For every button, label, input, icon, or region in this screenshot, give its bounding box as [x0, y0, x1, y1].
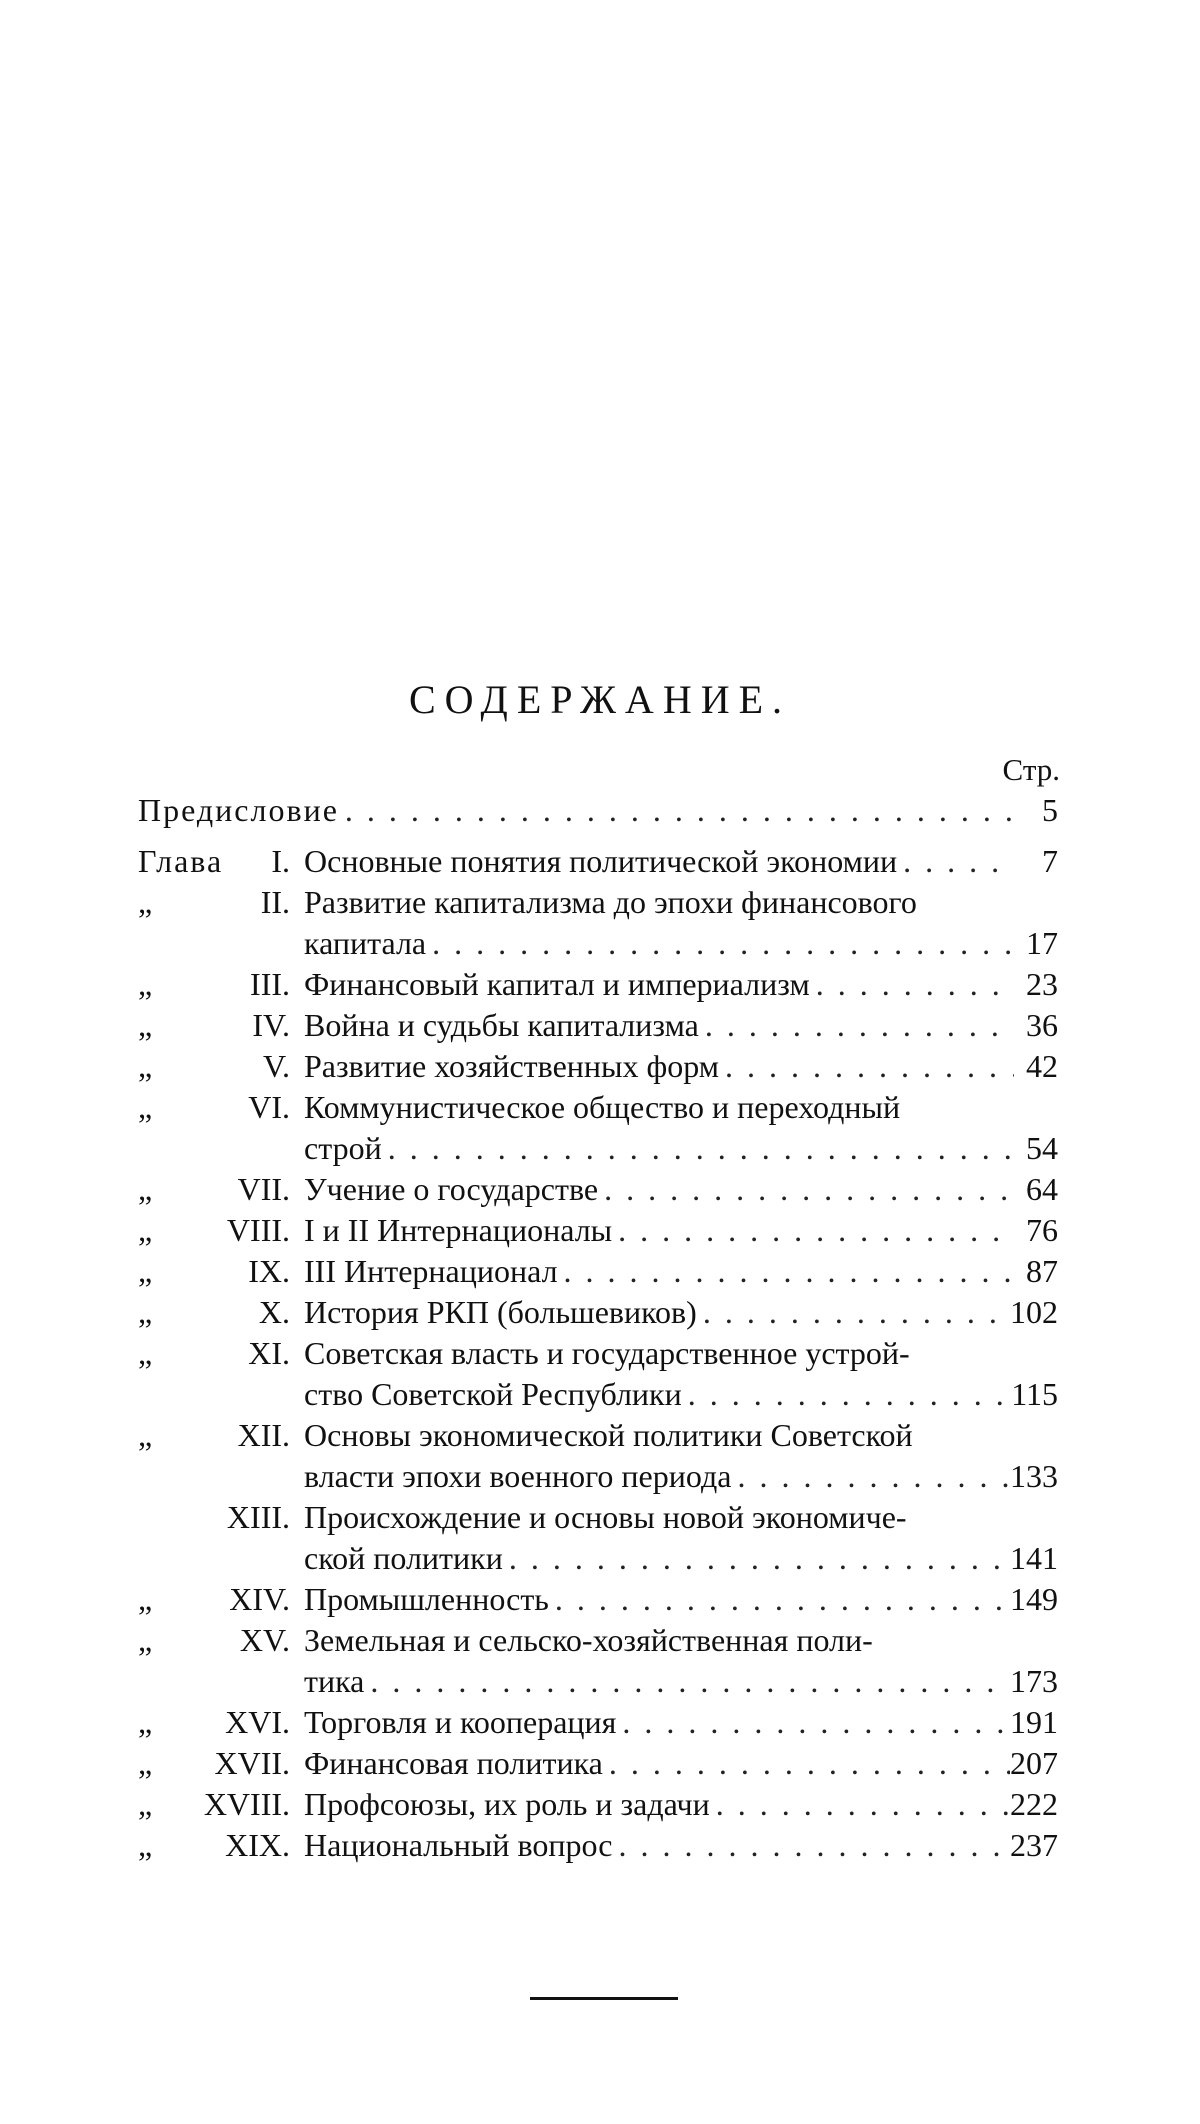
toc-entry-title: Торговля и кооперация [304, 1704, 617, 1740]
toc-entry[interactable] [138, 1333, 1058, 1415]
leader-dots [719, 1046, 1014, 1087]
leader-dots [503, 1538, 1010, 1579]
toc-entry[interactable] [138, 1169, 1058, 1210]
ditto-mark: „ [138, 1417, 153, 1453]
toc-entry[interactable] [138, 1046, 1058, 1087]
leader-dots [549, 1579, 1010, 1620]
leader-dots [731, 1456, 1010, 1497]
toc-entry-title: тика [304, 1663, 365, 1699]
ditto-mark: „ [138, 1089, 153, 1125]
leader-dots [682, 1374, 1011, 1415]
ditto-mark: „ [138, 1827, 153, 1863]
chapter-number: IX. [248, 1253, 290, 1289]
chapter-number: XII. [237, 1417, 290, 1453]
chapter-number: XIX. [225, 1827, 290, 1863]
leader-dots [382, 1128, 1014, 1169]
ditto-mark: „ [138, 1335, 153, 1371]
ditto-mark: „ [138, 1622, 153, 1658]
toc-page-number: 42 [1026, 1048, 1058, 1084]
toc-entry[interactable] [138, 1579, 1058, 1620]
toc-page-number: 237 [1010, 1827, 1058, 1863]
closing-rule [530, 1997, 678, 2000]
toc-entry[interactable] [138, 882, 1058, 964]
chapter-number: XV. [239, 1622, 290, 1658]
ditto-mark: „ [138, 966, 153, 1002]
toc-entry-title: Финансовый капитал и империализм [304, 966, 810, 1002]
leader-dots [558, 1251, 1014, 1292]
chapter-number: III. [250, 966, 290, 1002]
toc-page-number: 222 [1010, 1786, 1058, 1822]
toc-entry-title: Развитие хозяйственных форм [304, 1048, 720, 1084]
toc-page-number: 5 [1042, 792, 1058, 828]
toc-entry-title: строй [304, 1130, 382, 1166]
leader-dots [364, 1661, 1010, 1702]
chapter-number: V. [263, 1048, 290, 1084]
chapter-number: XVII. [214, 1745, 290, 1781]
toc-entry-title: История РКП (большевиков) [304, 1294, 697, 1330]
toc-entry-title: власти эпохи военного периода [304, 1458, 732, 1494]
toc-entry-title: капитала [304, 925, 427, 961]
ditto-mark: „ [138, 1745, 153, 1781]
toc-page-number: 173 [1010, 1663, 1058, 1699]
toc-entry-title: I и II Интернационалы [304, 1212, 613, 1248]
toc-entry[interactable] [138, 1784, 1058, 1825]
toc-entry[interactable] [138, 1210, 1058, 1251]
chapter-word: Глава [138, 843, 224, 879]
chapter-number: VII. [237, 1171, 290, 1207]
leader-dots [598, 1169, 1014, 1210]
toc-page-number: 54 [1026, 1130, 1058, 1166]
toc-entry[interactable] [138, 1825, 1058, 1866]
toc-entry[interactable] [138, 841, 1058, 882]
toc-entry-title: Основы экономической политики Советской [304, 1417, 913, 1453]
toc-entry[interactable] [138, 1743, 1058, 1784]
toc-entry-title: Промышленность [304, 1581, 549, 1617]
chapter-number: XIV. [229, 1581, 290, 1617]
toc-entry-title: Предисловие [138, 792, 339, 828]
toc-entry[interactable] [138, 1005, 1058, 1046]
leader-dots [699, 1005, 1014, 1046]
chapter-number: I. [271, 843, 290, 879]
toc-entry-title: Коммунистическое общество и переходный [304, 1089, 901, 1125]
ditto-mark: „ [138, 1294, 153, 1330]
toc-entry-title: Война и судьбы капитализма [304, 1007, 699, 1043]
toc-entry-title: Советская власть и государственное устрой- [304, 1335, 910, 1371]
toc-entry[interactable] [138, 1702, 1058, 1743]
toc-page-number: 76 [1026, 1212, 1058, 1248]
ditto-mark: „ [138, 1581, 153, 1617]
toc-entry-title: Учение о государстве [304, 1171, 599, 1207]
toc-entry[interactable] [138, 1415, 1058, 1497]
chapter-number: XI. [248, 1335, 290, 1371]
toc-entry-title: Национальный вопрос [304, 1827, 613, 1863]
leader-dots [613, 1825, 1011, 1866]
toc-entry[interactable] [138, 1292, 1058, 1333]
ditto-mark: „ [138, 1786, 153, 1822]
toc-entry-title: Профсоюзы, их роль и задачи [304, 1786, 710, 1822]
toc-entry[interactable] [138, 1251, 1058, 1292]
toc-page-number: 141 [1010, 1540, 1058, 1576]
toc-entry[interactable] [138, 1620, 1058, 1702]
chapter-number: XVIII. [203, 1786, 290, 1822]
leader-dots [603, 1743, 1010, 1784]
leader-dots [426, 923, 1014, 964]
leader-dots [710, 1784, 1010, 1825]
ditto-mark: „ [138, 1171, 153, 1207]
ditto-mark: „ [138, 1212, 153, 1248]
toc-entry-title: Финансовая политика [304, 1745, 603, 1781]
leader-dots [810, 964, 1014, 1005]
ditto-mark: „ [138, 1007, 153, 1043]
toc-entry[interactable] [138, 1497, 1058, 1579]
leader-dots [339, 790, 1014, 831]
toc-page-number: 115 [1011, 1376, 1058, 1412]
chapter-number: IV. [252, 1007, 290, 1043]
chapter-number: X. [258, 1294, 290, 1330]
ditto-mark: „ [138, 1253, 153, 1289]
toc-entry-title: ство Советской Республики [304, 1376, 682, 1412]
toc-page-number: 207 [1010, 1745, 1058, 1781]
table-of-contents [138, 790, 1058, 1866]
toc-entry-title: III Интернационал [304, 1253, 558, 1289]
toc-page-number: 23 [1026, 966, 1058, 1002]
toc-page-number: 102 [1010, 1294, 1058, 1330]
leader-dots [612, 1210, 1014, 1251]
toc-entry-preface[interactable] [138, 790, 1058, 831]
toc-entry-title: Происхождение и основы новой экономиче- [304, 1499, 907, 1535]
ditto-mark: „ [138, 884, 153, 920]
toc-page-number: 64 [1026, 1171, 1058, 1207]
toc-entry-title: Развитие капитализма до эпохи финансового [304, 884, 917, 920]
toc-entry[interactable] [138, 964, 1058, 1005]
toc-page-number: 191 [1010, 1704, 1058, 1740]
toc-page-number: 36 [1026, 1007, 1058, 1043]
toc-page-number: 149 [1010, 1581, 1058, 1617]
toc-entry[interactable] [138, 1087, 1058, 1169]
leader-dots [616, 1702, 1010, 1743]
chapter-number: VI. [248, 1089, 290, 1125]
toc-entry-title: Земельная и сельско-хозяйственная поли- [304, 1622, 873, 1658]
chapter-number: II. [260, 884, 290, 920]
page-title: СОДЕРЖАНИЕ. [408, 677, 792, 722]
chapter-number: XVI. [225, 1704, 290, 1740]
page-column-label: Стр. [1002, 752, 1060, 787]
toc-page-number: 87 [1026, 1253, 1058, 1289]
chapter-number: VIII. [226, 1212, 290, 1248]
toc-page-number: 133 [1010, 1458, 1058, 1494]
leader-dots [697, 1292, 1010, 1333]
ditto-mark: „ [138, 1704, 153, 1740]
toc-entry-title: Основные понятия политической экономии [304, 843, 898, 879]
leader-dots [897, 841, 1014, 882]
toc-entry-title: ской политики [304, 1540, 503, 1576]
toc-page-number: 17 [1026, 925, 1058, 961]
chapter-number: XIII. [226, 1499, 290, 1535]
ditto-mark: „ [138, 1048, 153, 1084]
toc-page-number: 7 [1042, 843, 1058, 879]
